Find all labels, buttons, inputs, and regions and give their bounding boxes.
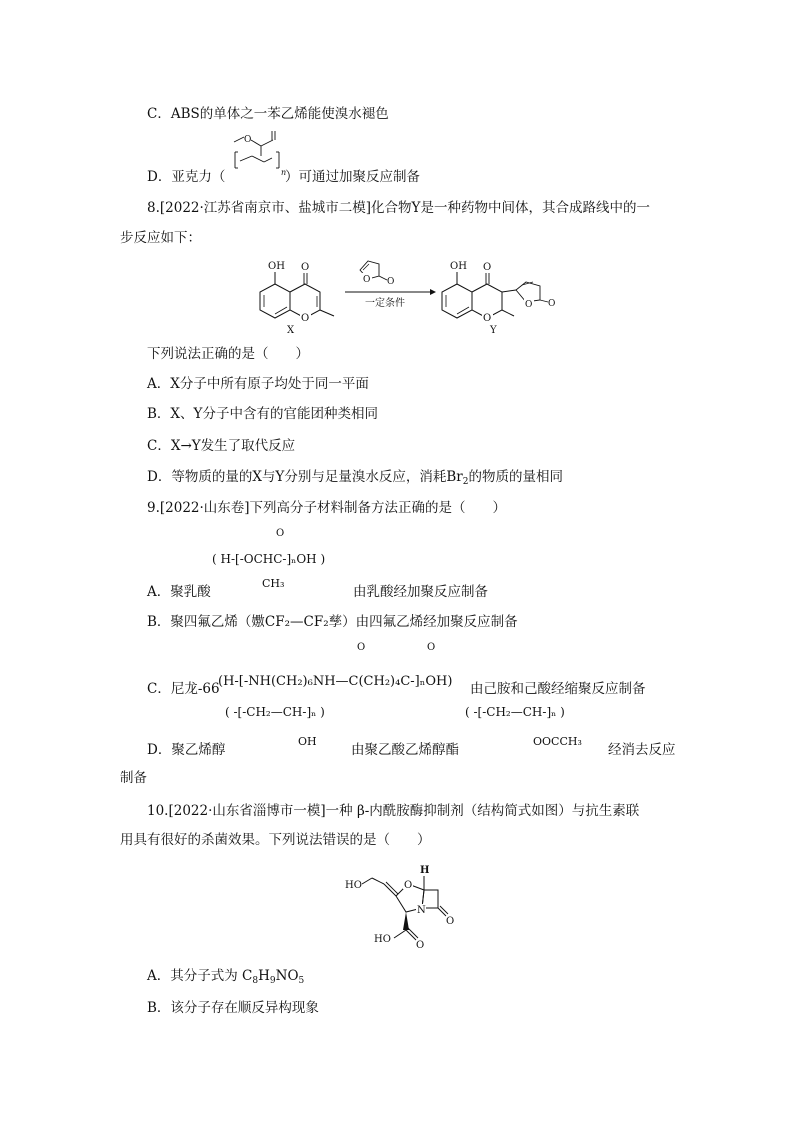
y-lactone-carbonyl-o: O [548, 299, 556, 309]
q8-prompt: 下列说法正确的是（ ） [147, 346, 309, 362]
acrylic-structure [224, 130, 294, 180]
q9-option-d-suffix: 经消去反应 [608, 742, 676, 758]
q8-option-d-subscript: 2 [462, 477, 469, 487]
compound-x [260, 261, 334, 334]
pvac-ester: OOCCH₃ [533, 735, 582, 748]
reaction-arrow [345, 261, 436, 309]
q8-option-c: C．X→Y发生了取代反应 [147, 438, 296, 454]
x-ring-o: O [301, 313, 310, 324]
reagent-ring-o: O [363, 275, 371, 285]
reaction-condition: 一定条件 [365, 298, 405, 309]
pla-methyl: CH₃ [262, 577, 285, 590]
q9-option-c-suffix: 由己胺和己酸经缩聚反应制备 [470, 681, 646, 697]
q8-option-d-text-end: 的物质的量相同 [468, 469, 563, 485]
x-ketone-o: O [301, 262, 310, 273]
q7-option-c: C．ABS的单体之一苯乙烯能使溴水褪色 [147, 106, 389, 122]
q10-formula-c-count: 8 [252, 976, 259, 986]
q10-option-a-text: A．其分子式为 C [147, 968, 253, 984]
q8-option-d [147, 467, 563, 492]
reaction-scheme [250, 254, 570, 334]
beta-lactamase-inhibitor-structure [340, 856, 480, 956]
bl-nitrogen: N [417, 905, 426, 916]
q9-option-d-mid: 由聚乙酸乙烯醇酯 [351, 742, 459, 758]
acrylic-o-label: O [244, 135, 252, 145]
q9-option-d-prefix: D．聚乙烯醇 [147, 742, 226, 758]
reagent-carbonyl-o: O [387, 277, 395, 287]
x-label: X [287, 325, 295, 334]
q7-option-d-prefix: D．亚克力（ [147, 169, 226, 185]
bl-acid-hydroxyl: HO [374, 934, 391, 945]
q9-option-a-suffix: 由乳酸经加聚反应制备 [353, 584, 488, 600]
y-ring-o: O [483, 313, 492, 324]
x-oh-label: OH [268, 261, 285, 272]
q10-formula-h: H [258, 968, 270, 984]
pva-formula: ( -[-CH₂—CH-]ₙ ) [225, 705, 325, 719]
q8-heading: 8.[2022·江苏省南京市、盐城市二模]化合物Y是一种药物中间体，其合成路线中的一 [147, 200, 650, 216]
nylon-carbonyl-o2: O [427, 642, 436, 653]
nylon-carbonyl-o1: O [357, 642, 366, 653]
bl-hydrogen: H [420, 865, 430, 876]
y-label: Y [490, 325, 497, 334]
q10-heading: 10.[2022·山东省淄博市一模]一种 β-内酰胺酶抑制剂（结构简式如图）与抗生素联 [147, 803, 640, 819]
y-lactone-ring-o: O [525, 300, 533, 310]
pva-hydroxyl: OH [298, 735, 317, 748]
q8-option-b: B．X、Y分子中含有的官能团种类相同 [147, 406, 378, 422]
q8-heading-cont: 步反应如下： [120, 230, 201, 246]
q7-option-d-suffix: ）可通过加聚反应制备 [285, 169, 420, 185]
nylon-formula: (H-[-NH(CH₂)₆NH—C(CH₂)₄C-]ₙOH) [218, 674, 453, 689]
q10-formula-no: NO [275, 968, 299, 984]
acrylic-n-label: n [281, 168, 287, 177]
y-oh-label: OH [450, 261, 467, 272]
q9-option-b: B．聚四氟乙烯（嫐CF₂—CF₂孳）由四氟乙烯经加聚反应制备 [147, 614, 518, 630]
q10-formula-o-count: 5 [298, 976, 305, 986]
q10-formula-h-count: 9 [269, 976, 276, 986]
bl-lactam-oxygen: O [446, 916, 455, 927]
q10-option-a [147, 966, 304, 991]
bl-acid-oxygen: O [416, 940, 425, 951]
q9-option-a-prefix: A．聚乳酸 [147, 584, 211, 600]
pla-formula: ( H-[-OCHC-]ₙOH ) [212, 552, 326, 566]
pla-carbonyl-o: O [276, 528, 285, 539]
q9-option-c-prefix: C．尼龙-66 [147, 681, 220, 697]
bl-hydroxyl-label: HO [345, 880, 362, 891]
q8-option-a: A．X分子中所有原子均处于同一平面 [147, 376, 369, 392]
q8-option-d-text: D．等物质的量的X与Y分别与足量溴水反应，消耗Br [147, 469, 463, 485]
q10-option-b: B．该分子存在顺反异构现象 [147, 1000, 319, 1016]
compound-y [442, 261, 555, 334]
y-ketone-o: O [483, 262, 492, 273]
q10-heading-cont: 用具有很好的杀菌效果。下列说法错误的是（ ） [120, 832, 431, 848]
q9-option-d-tail: 制备 [120, 770, 147, 786]
q9-heading: 9.[2022·山东卷]下列高分子材料制备方法正确的是（ ） [147, 500, 507, 516]
bl-ring-oxygen: O [404, 880, 413, 891]
pvac-formula: ( -[-CH₂—CH-]ₙ ) [465, 705, 565, 719]
